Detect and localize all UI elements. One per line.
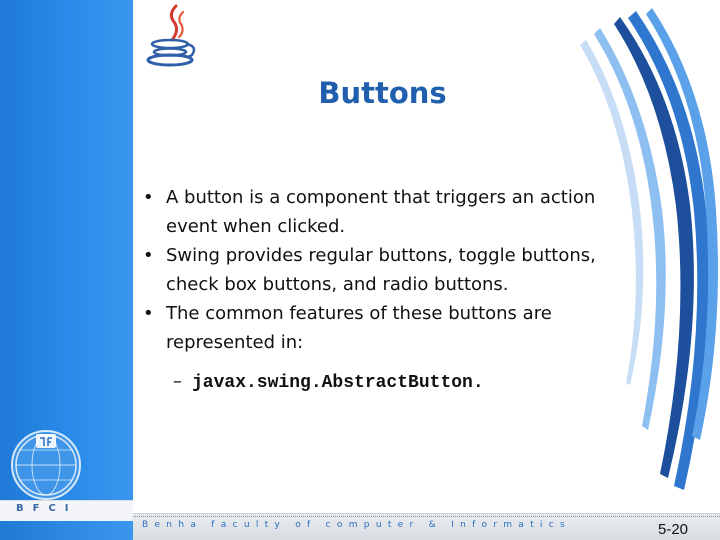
bfci-label: BFCI	[16, 503, 78, 514]
bullet-marker: •	[143, 245, 154, 266]
bullet-text: A button is a component that triggers an action event when clicked.	[166, 187, 596, 237]
bfci-logo-icon	[12, 431, 80, 499]
sub-bullet-text: javax.swing.AbstractButton.	[192, 373, 484, 393]
bullet-item	[143, 241, 643, 299]
page-number: 5-20	[658, 521, 689, 538]
bullet-list	[143, 183, 643, 357]
sub-bullet	[173, 371, 484, 393]
faculty-footer-text: Benha faculty of computer & Informatics	[142, 520, 571, 530]
bullet-item	[143, 299, 643, 357]
slide-title: Buttons	[318, 76, 447, 110]
bullet-marker: •	[143, 187, 154, 208]
bullet-marker: •	[143, 303, 154, 324]
bullet-item	[143, 183, 643, 241]
sub-bullet-marker: –	[173, 371, 182, 392]
bullet-text: Swing provides regular buttons, toggle buttons, check box buttons, and radio buttons.	[166, 245, 596, 295]
bullet-text: The common features of these buttons are represented in:	[166, 303, 552, 353]
